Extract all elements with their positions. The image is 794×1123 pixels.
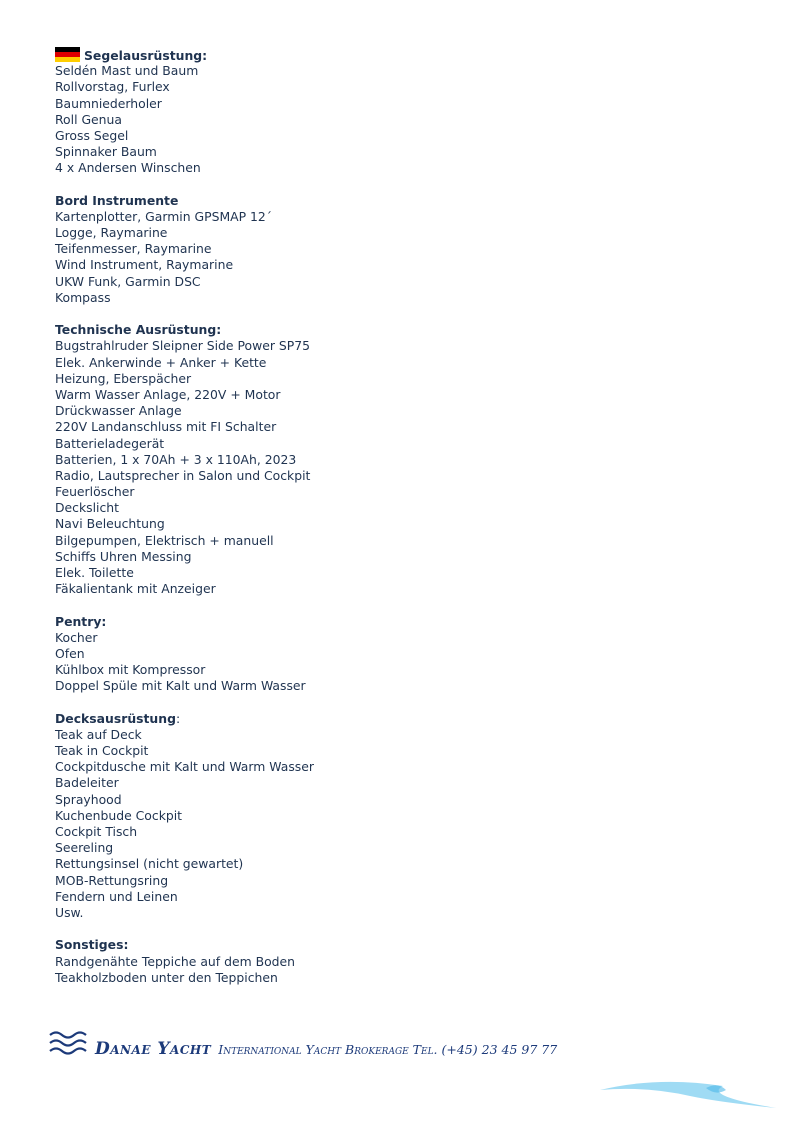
list-item: Drückwasser Anlage — [55, 403, 182, 419]
heading-text: Segelausrüstung: — [84, 48, 208, 63]
list-item: Bilgepumpen, Elektrisch + manuell — [55, 532, 274, 548]
list-item: Kuchenbude Cockpit — [55, 807, 183, 823]
list-item: Heizung, Eberspächer — [55, 370, 192, 386]
footer-brand — [95, 1039, 557, 1059]
section-technische-ausruestung — [55, 322, 755, 597]
section-heading — [55, 322, 755, 338]
heading-suffix: : — [175, 710, 181, 726]
heading-text: Technische Ausrüstung: — [55, 322, 222, 338]
german-flag-icon — [55, 47, 80, 62]
list-item: Kühlbox mit Kompressor — [55, 662, 206, 678]
swoosh-decoration-icon — [598, 1078, 783, 1112]
list-item: Kocher — [55, 629, 98, 645]
list-item: Doppel Spüle mit Kalt und Warm Wasser — [55, 678, 306, 694]
list-item: Warm Wasser Anlage, 220V + Motor — [55, 386, 281, 402]
list-item: Kartenplotter, Garmin GPSMAP 12´ — [55, 208, 272, 224]
list-item: Cockpit Tisch — [55, 824, 138, 839]
list-item: Baumniederholer — [55, 95, 162, 111]
brand-tagline: International Yacht Brokerage Tel. (+45) 23 45 97 77 — [218, 1042, 558, 1057]
list-item: Schiffs Uhren Messing — [55, 548, 192, 564]
footer — [48, 1030, 688, 1070]
list-item: Logge, Raymarine — [55, 225, 168, 241]
list-item: Teak in Cockpit — [55, 743, 149, 759]
list-item: 4 x Andersen Winschen — [55, 160, 201, 176]
brand-name: Danae Yacht — [95, 1039, 212, 1059]
list-item: Usw. — [55, 904, 84, 920]
list-item: Navi Beleuchtung — [55, 516, 165, 532]
heading-text: Bord Instrumente — [55, 192, 179, 208]
section-sonstiges — [55, 937, 755, 986]
section-decksausruestung — [55, 711, 755, 921]
list-item: Feuerlöscher — [55, 484, 135, 500]
heading-text: Sonstiges: — [55, 937, 129, 953]
list-item: Fäkalientank mit Anzeiger — [55, 581, 216, 597]
list-item: Ofen — [55, 645, 85, 661]
equipment-list — [55, 47, 755, 1002]
section-heading — [55, 47, 755, 63]
list-item: Teifenmesser, Raymarine — [55, 241, 212, 257]
section-heading — [55, 937, 755, 953]
list-item: UKW Funk, Garmin DSC — [55, 273, 201, 289]
list-item: Kompass — [55, 289, 111, 305]
list-item: Gross Segel — [55, 127, 129, 143]
list-item: Teakholzboden unter den Teppichen — [55, 969, 278, 985]
list-item: 220V Landanschluss mit FI Schalter — [55, 419, 277, 435]
list-item: Spinnaker Baum — [55, 144, 157, 160]
list-item: Teak auf Deck — [55, 726, 142, 742]
list-item: Deckslicht — [55, 500, 120, 516]
list-item: Rollvorstag, Furlex — [55, 79, 170, 95]
list-item: Elek. Toilette — [55, 565, 134, 580]
section-segelausruestung — [55, 47, 755, 177]
section-heading — [55, 614, 755, 630]
waves-logo-icon — [48, 1030, 88, 1058]
list-item: Seldén Mast und Baum — [55, 63, 199, 79]
list-item: Batterieladegerät — [55, 435, 165, 451]
list-item: Wind Instrument, Raymarine — [55, 257, 234, 273]
section-pentry — [55, 614, 755, 695]
list-item: Batterien, 1 x 70Ah + 3 x 110Ah, 2023 — [55, 451, 297, 467]
section-bord-instrumente — [55, 193, 755, 306]
list-item: Rettungsinsel (nicht gewartet) — [55, 856, 244, 872]
list-item: Sprayhood — [55, 791, 122, 807]
list-item: Badeleiter — [55, 775, 119, 791]
list-item: Bugstrahlruder Sleipner Side Power SP75 — [55, 338, 310, 354]
heading-text: Pentry: — [55, 613, 107, 629]
list-item: Cockpitdusche mit Kalt und Warm Wasser — [55, 759, 314, 775]
list-item: Fendern und Leinen — [55, 888, 178, 904]
list-item: Radio, Lautsprecher in Salon und Cockpit — [55, 467, 311, 483]
list-item: MOB-Rettungsring — [55, 872, 169, 888]
list-item: Seereling — [55, 840, 114, 856]
section-heading — [55, 711, 755, 727]
heading-text: Decksausrüstung — [55, 710, 176, 726]
list-item: Elek. Ankerwinde + Anker + Kette — [55, 354, 267, 370]
list-item: Roll Genua — [55, 111, 122, 127]
section-heading — [55, 193, 755, 209]
list-item: Randgenähte Teppiche auf dem Boden — [55, 953, 296, 969]
